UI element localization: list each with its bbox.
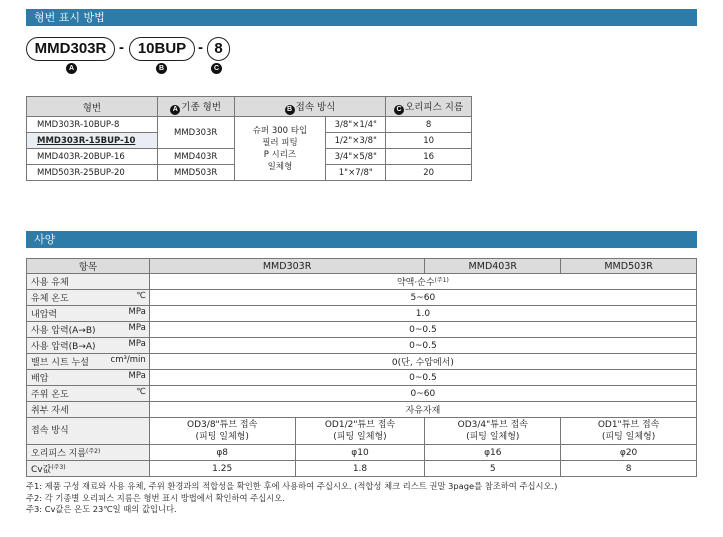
specifications-table <box>26 258 697 477</box>
model-cell-highlighted: MMD303R-15BUP-10 <box>27 133 158 149</box>
spec-value: 0~0.5 <box>149 338 696 354</box>
model-cell: MMD503R-25BUP-20 <box>27 165 158 181</box>
spec-label: 주위 온도 ℃ <box>27 386 150 402</box>
footnote: 주1: 제품 구성 재료와 사용 유체, 주위 환경과의 적합성을 확인한 후에 사용하여 주십시오. (적합성 체크 리스트 권말 3page를 참조하여 주십시오.) <box>26 481 558 491</box>
spec-value: 자유자재 <box>149 402 696 418</box>
connection-type-cell: 슈퍼 300 타입 필러 피팅 P 시리즈 일체형 <box>234 117 326 181</box>
code-part-orifice: 8 <box>207 37 230 61</box>
orifice-cell: 20 <box>386 165 472 181</box>
spec-label: 오리피스 지름$^{(주2)}$ <box>27 445 150 461</box>
marker-c-icon: C <box>211 63 222 74</box>
model-cell: MMD303R-10BUP-8 <box>27 117 158 133</box>
orifice-cell: 10 <box>386 133 472 149</box>
cv-value: 8 <box>561 461 697 477</box>
spec-value: 0~0.5 <box>149 370 696 386</box>
connection-value-4: OD1"튜브 접속 (피팅 일체형) <box>561 418 697 445</box>
connection-value-2: OD1/2"튜브 접속 (피팅 일체형) <box>295 418 425 445</box>
size-cell: 3/4"×5/8" <box>326 149 386 165</box>
table-row <box>27 445 697 461</box>
base-model-cell: MMD503R <box>157 165 234 181</box>
table-row <box>27 274 697 290</box>
spec-label: 내압력 MPa <box>27 306 150 322</box>
header-mmd503r: MMD503R <box>561 259 697 274</box>
table-row <box>27 117 472 133</box>
cv-value: 5 <box>425 461 561 477</box>
spec-label: 사용 압력(A→B) MPa <box>27 322 150 338</box>
spec-label: Cv값$^{(주3)}$ <box>27 461 150 477</box>
spec-value: 약액·순수$^{(주1)}$ <box>149 274 696 290</box>
section-title: 사양 <box>34 233 56 246</box>
code-part-connection: 10BUP <box>129 37 195 61</box>
base-model-cell: MMD403R <box>157 149 234 165</box>
table-row <box>27 290 697 306</box>
orifice-value: φ20 <box>561 445 697 461</box>
orifice-value: φ10 <box>295 445 425 461</box>
orifice-value: φ16 <box>425 445 561 461</box>
base-model-cell: MMD303R <box>157 117 234 149</box>
connection-value-3: OD3/4"튜브 접속 (피팅 일체형) <box>425 418 561 445</box>
table-row <box>27 386 697 402</box>
size-cell: 1"×7/8" <box>326 165 386 181</box>
spec-label: 접속 방식 <box>27 418 150 445</box>
spec-value: 1.0 <box>149 306 696 322</box>
orifice-cell: 8 <box>386 117 472 133</box>
section-title: 형번 표시 방법 <box>34 11 105 24</box>
table-header-row <box>27 97 472 117</box>
table-row <box>27 354 697 370</box>
spec-value: 0~60 <box>149 386 696 402</box>
section-header-specifications <box>26 231 697 248</box>
marker-a-icon: A <box>170 105 180 115</box>
table-row <box>27 370 697 386</box>
spec-value: 0(단, 수압에서) <box>149 354 696 370</box>
size-cell: 3/8"×1/4" <box>326 117 386 133</box>
code-dash: - <box>119 39 124 56</box>
spec-label: 사용 유체 <box>27 274 150 290</box>
header-item: 항목 <box>27 259 150 274</box>
orifice-value: φ8 <box>149 445 295 461</box>
spec-label: 유체 온도 ℃ <box>27 290 150 306</box>
table-row <box>27 338 697 354</box>
connection-value-1: OD3/8"튜브 접속 (피팅 일체형) <box>149 418 295 445</box>
model-code-table <box>26 96 472 181</box>
header-orifice: C 오리피스 지름 <box>386 97 472 117</box>
footnotes <box>26 481 557 516</box>
table-row <box>27 418 697 445</box>
spec-value: 5~60 <box>149 290 696 306</box>
size-cell: 1/2"×3/8" <box>326 133 386 149</box>
marker-b-icon: B <box>156 63 167 74</box>
section-header-model-code <box>26 9 697 26</box>
table-header-row <box>27 259 697 274</box>
spec-label: 배압 MPa <box>27 370 150 386</box>
marker-c-icon: C <box>394 105 404 115</box>
marker-a-icon: A <box>66 63 77 74</box>
footnote: 주3: Cv값은 온도 23℃일 때의 값입니다. <box>26 504 177 514</box>
footnote: 주2: 각 기종별 오리피스 지름은 형번 표시 방법에서 확인하여 주십시오. <box>26 492 285 503</box>
table-row <box>27 322 697 338</box>
header-connection: B 접속 방식 <box>234 97 386 117</box>
header-mmd303r: MMD303R <box>149 259 425 274</box>
header-base-model: A 기종 형번 <box>157 97 234 117</box>
code-dash: - <box>198 39 203 56</box>
table-row <box>27 402 697 418</box>
spec-label: 사용 압력(B→A) MPa <box>27 338 150 354</box>
header-mmd403r: MMD403R <box>425 259 561 274</box>
cv-value: 1.8 <box>295 461 425 477</box>
table-row <box>27 461 697 477</box>
code-part-base-model: MMD303R <box>26 37 115 61</box>
cv-value: 1.25 <box>149 461 295 477</box>
spec-label: 밸브 시트 누설 cm³/min <box>27 354 150 370</box>
header-model: 형번 <box>27 97 158 117</box>
spec-value: 0~0.5 <box>149 322 696 338</box>
orifice-cell: 16 <box>386 149 472 165</box>
marker-b-icon: B <box>285 105 295 115</box>
spec-label: 취부 자세 <box>27 402 150 418</box>
model-cell: MMD403R-20BUP-16 <box>27 149 158 165</box>
table-row <box>27 306 697 322</box>
